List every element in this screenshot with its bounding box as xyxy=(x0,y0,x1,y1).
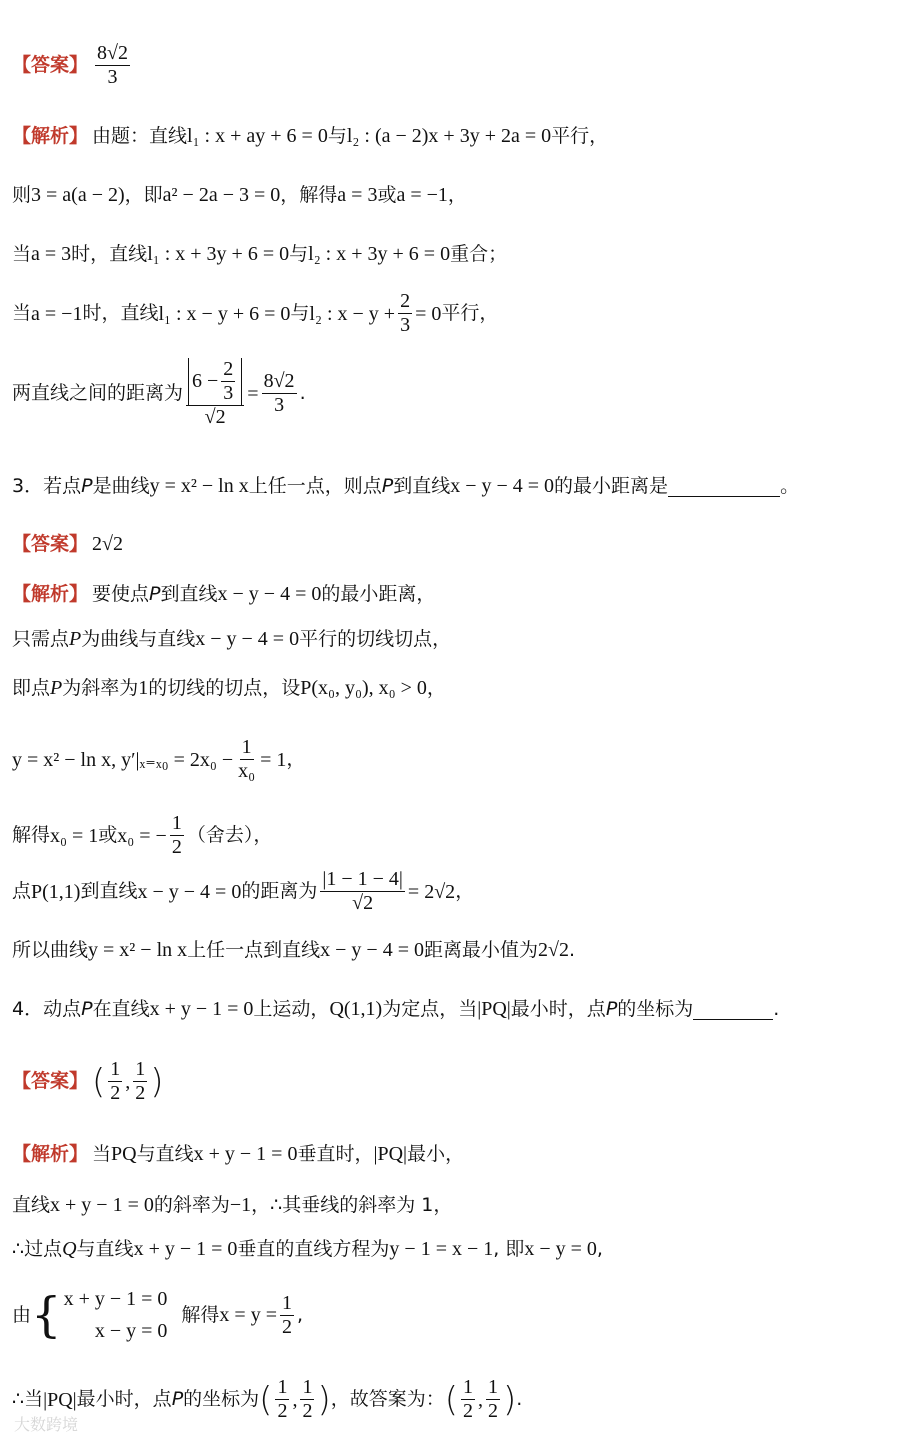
q4-stem: 4．动点 P 在直线 x + y − 1 = 0 上运动， Q(1,1) 为定点，当 |PQ| 最小时，点 P 的坐标为 . xyxy=(12,997,780,1020)
q3-analysis-line4: y = x² − ln x, y′|ₓ₌ₓ₀ = 2x₀ − $\frac{1}{\text{x₀}}$ = 1 ， xyxy=(12,736,306,782)
fraction: $\frac{8√2}{3}$ xyxy=(263,370,295,416)
distance-fraction: 6 − $\frac{2}{3}$ √2 xyxy=(186,358,244,429)
analysis-label: 【解析】 xyxy=(12,124,89,147)
fraction: $\frac{1}{2}$ xyxy=(110,1058,121,1104)
q3-analysis-line3: 即点 P 为斜率为 1 的切线的切点，设 P(x₀, y₀), x₀ > 0 ， xyxy=(12,676,446,699)
fraction: $\frac{1}{2}$ xyxy=(487,1376,498,1422)
q4-analysis-line2: 直线 x + y − 1 = 0 的斜率为 −1 ，∴其垂线的斜率为 1， xyxy=(12,1193,453,1216)
q2-analysis-line4: 当 a = −1 时，直线 l₁ : x − y + 6 = 0 与 l₂ : x − y + $\frac{2}{3}$ = 0 平行， xyxy=(12,290,499,336)
q3-analysis-line6: 点 P(1,1) 到直线 x − y − 4 = 0 的距离为 $\frac{|1 - 1 - 4|}{√2}$ = 2√2 ， xyxy=(12,868,475,914)
distance-fraction: $\frac{|1 - 1 - 4|}{√2}$ xyxy=(322,868,403,914)
answer-blank[interactable] xyxy=(668,476,780,497)
fraction: $\frac{1}{2}$ xyxy=(281,1291,292,1338)
fraction: $\frac{1}{2}$ xyxy=(277,1376,288,1422)
q4-answer-line: 【答案】 ( $\frac{1}{2}$ , $\frac{1}{2}$ ) xyxy=(12,1058,164,1104)
answer-label: 【答案】 xyxy=(12,54,89,77)
fraction: $\frac{1}{2}$ xyxy=(462,1376,473,1422)
q3-answer-line: 【答案】 2√2 xyxy=(12,532,123,555)
answer-label: 【答案】 xyxy=(12,1070,89,1093)
answer-blank[interactable] xyxy=(693,999,773,1020)
fraction: $\frac{2}{3}$ xyxy=(400,290,411,336)
analysis-label: 【解析】 xyxy=(12,1142,89,1165)
q4-analysis-line4: 由 { x + y − 1 = 0 x − y = 0 解得 x = y = $\frac{1}{2}$ , xyxy=(12,1287,304,1343)
fraction: $\frac{2}{3}$ xyxy=(223,358,234,404)
equation-system: x + y − 1 = 0 x − y = 0 xyxy=(63,1288,168,1342)
q2-answer-fraction: $\frac{8√2}{3}$ xyxy=(97,42,128,88)
q4-analysis-line5: ∴当 |PQ| 最小时，点 P 的坐标为 ( $\frac{1}{2}$ , $\frac{1}{2}$ ) ，故答案为： ( $\frac{1}{2}$ , $\frac{1}{2}$ ) . xyxy=(12,1376,523,1422)
q2-analysis-line5: 两直线之间的距离为 6 − $\frac{2}{3}$ √2 = $\frac{8√2}{3}$ . xyxy=(12,358,306,428)
q2-analysis-line3: 当 a = 3 时，直线 l₁ : x + 3y + 6 = 0 与 l₂ : x + 3y + 6 = 0 重合； xyxy=(12,242,508,265)
answer-label: 【答案】 xyxy=(12,532,89,555)
q2-answer-line xyxy=(12,42,133,89)
fraction: $\frac{1}{2}$ xyxy=(302,1376,313,1422)
watermark: 大数跨境 xyxy=(14,1415,79,1434)
analysis-label: 【解析】 xyxy=(12,582,89,605)
q4-analysis-line3: ∴过点 Q 与直线 x + y − 1 = 0 垂直的直线方程为 y − 1 = x − 1 , 即 x − y = 0 , xyxy=(12,1237,603,1260)
q3-stem: 3．若点 P 是曲线 y = x² − ln x 上任一点，则点 P 到直线 x − y − 4 = 0 的最小距离是 。 xyxy=(12,474,800,497)
fraction: $\frac{1}{2}$ xyxy=(135,1058,146,1104)
q3-analysis-line1: 【解析】 要使点 P 到直线 x − y − 4 = 0 的最小距离， xyxy=(12,582,436,605)
q3-analysis-line2: 只需点 P 为曲线与直线 x − y − 4 = 0 平行的切线切点， xyxy=(12,627,452,650)
q3-analysis-line7: 所以曲线 y = x² − ln x 上任一点到直线 x − y − 4 = 0 距离最小值为 2√2 . xyxy=(12,938,576,961)
fraction: $\frac{1}{2}$ xyxy=(171,812,182,858)
q2-analysis-line2: 则 3 = a(a − 2) ，即 a² − 2a − 3 = 0 ，解得 a = 3 或 a = −1 ， xyxy=(12,183,467,206)
q3-analysis-line5: 解得 x₀ = 1 或 x₀ = − $\frac{1}{2}$ （舍去）， xyxy=(12,812,273,858)
q2-analysis-line1: 【解析】 由题：直线 l₁ : x + ay + 6 = 0 与 l₂ : (a − 2)x + 3y + 2a = 0 平行， xyxy=(12,124,609,147)
fraction: $\frac{1}{\text{x₀}}$ xyxy=(238,736,256,782)
q4-analysis-line1: 【解析】 当 PQ 与直线 x + y − 1 = 0 垂直时， |PQ| 最小， xyxy=(12,1142,465,1165)
